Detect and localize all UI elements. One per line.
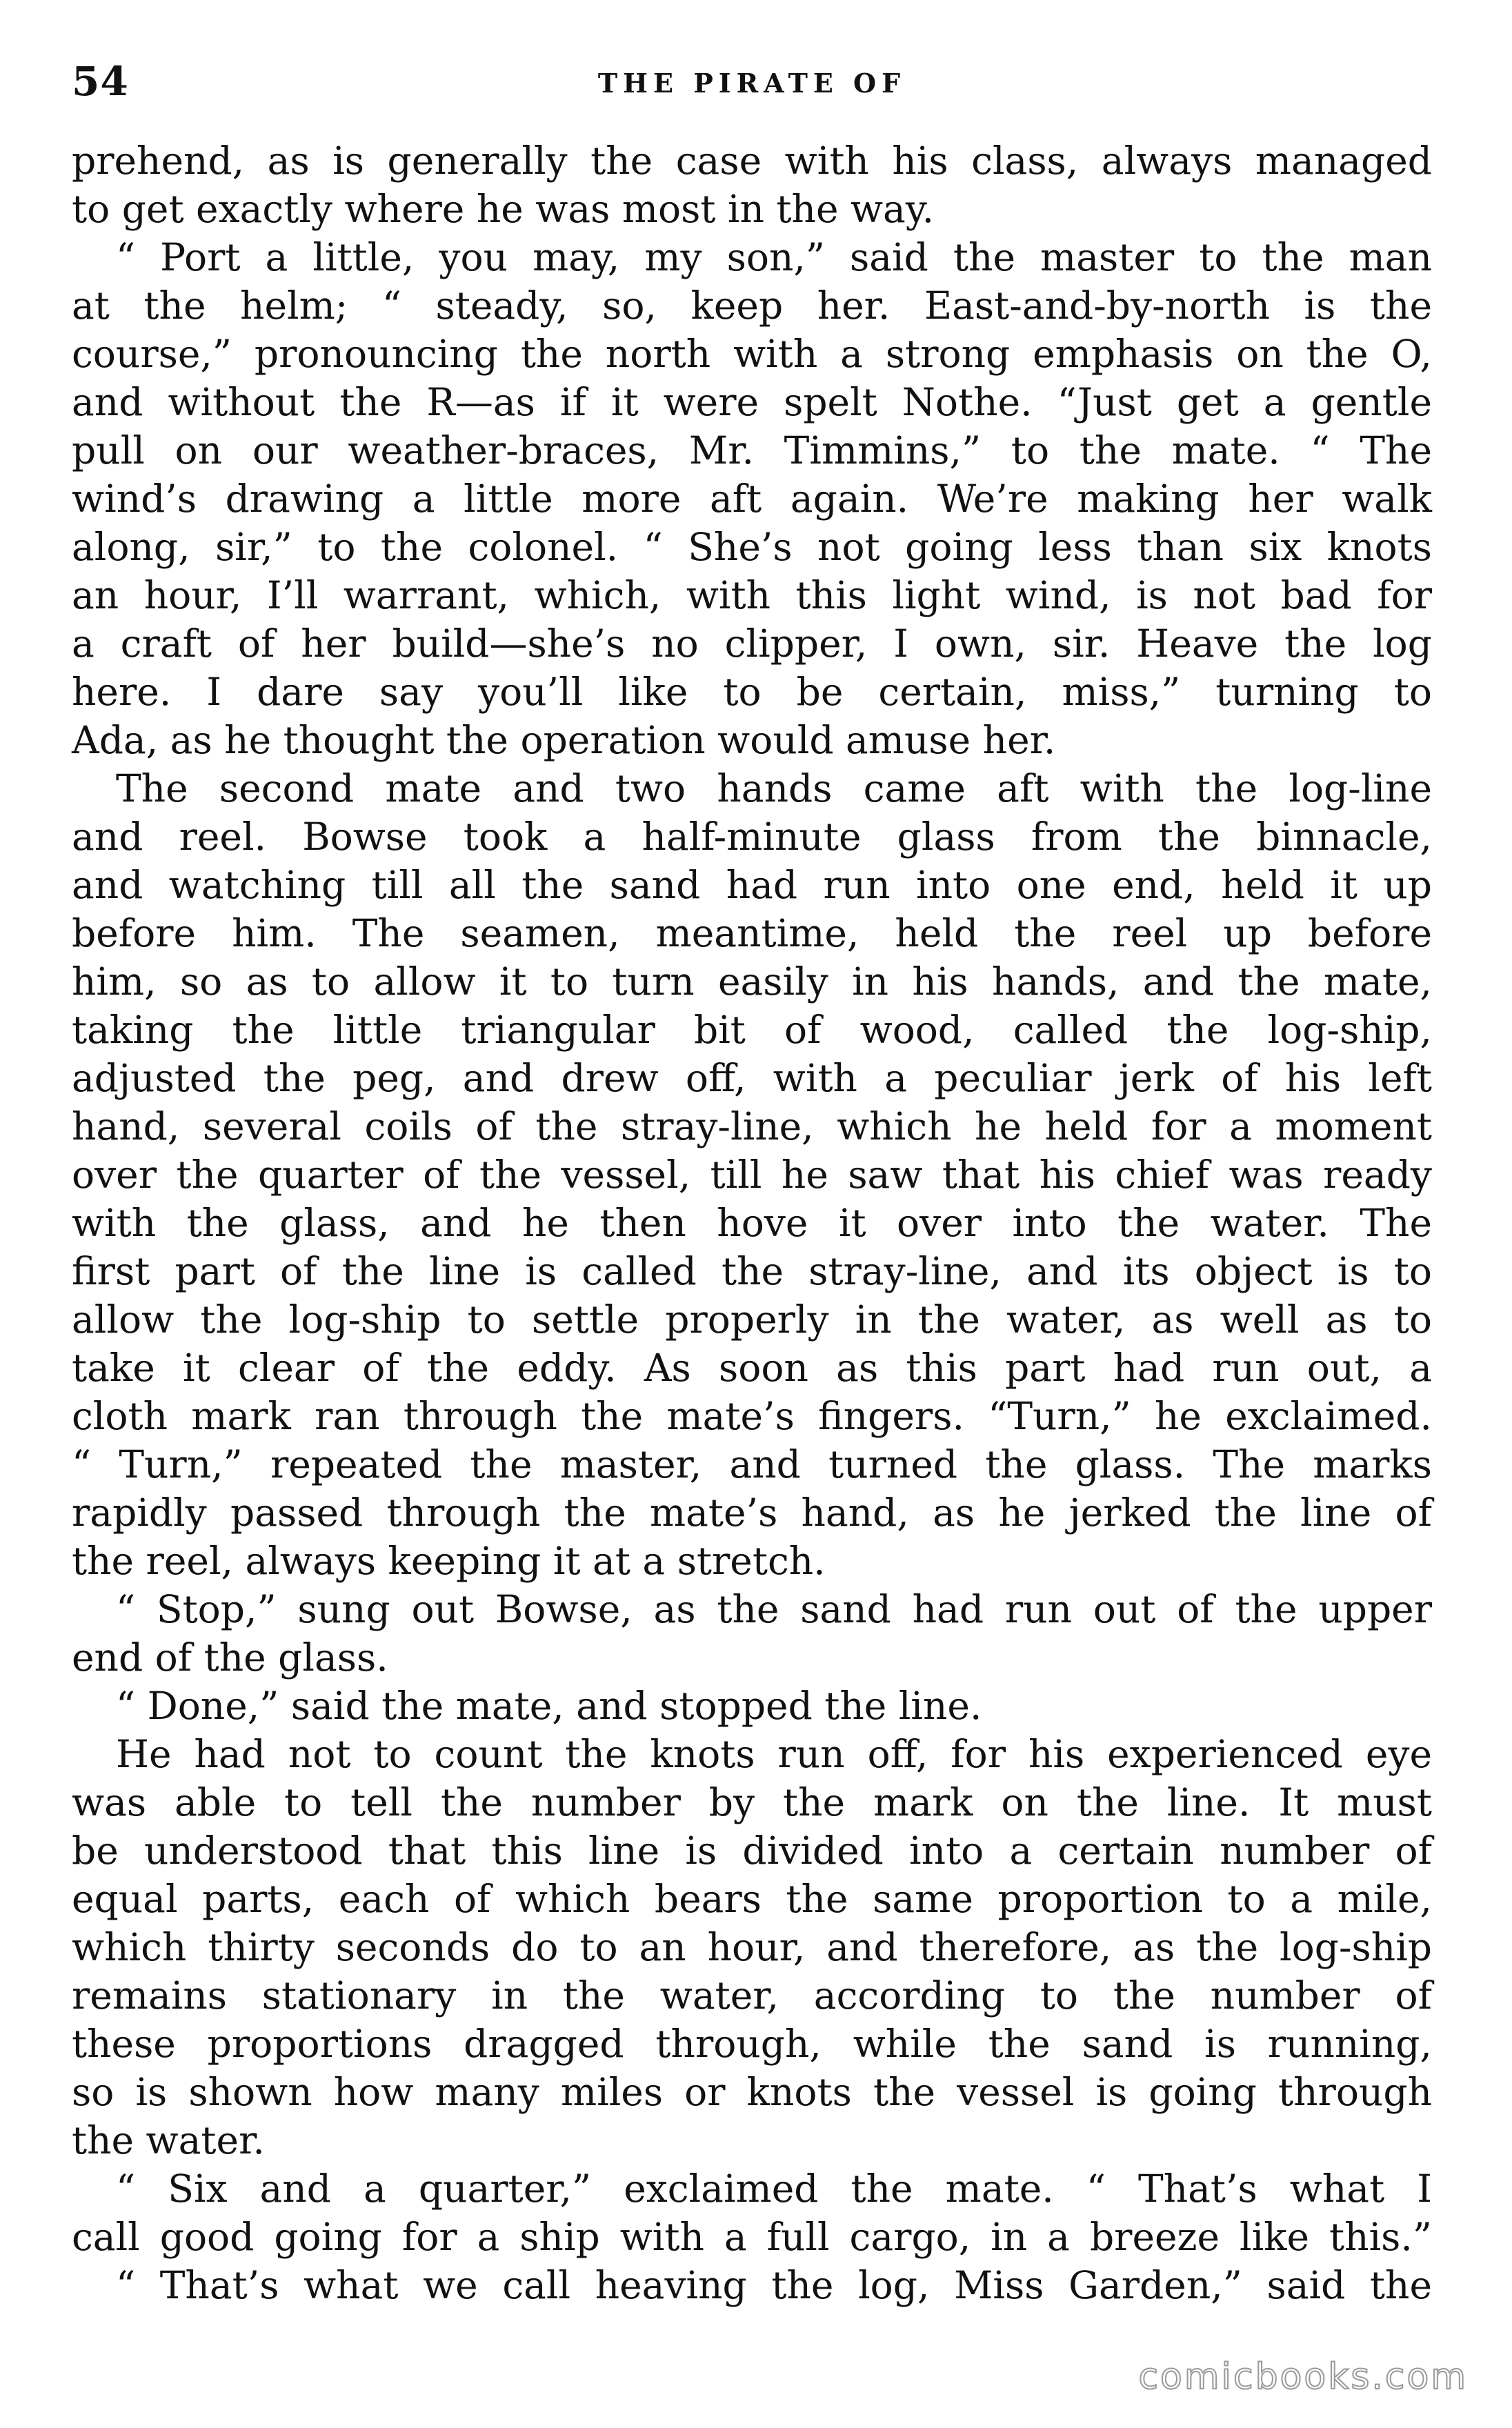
text-line: to get exactly where he was most in the way. xyxy=(72,187,935,231)
text-line: him, so as to allow it to turn easily in his hands, and the mate, xyxy=(72,959,1432,1004)
text-line: over the quarter of the vessel, till he saw that his chief was ready xyxy=(72,1153,1432,1197)
text-line: these proportions dragged through, while the sand is running, xyxy=(72,2022,1432,2066)
text-line: first part of the line is called the stray-line, and its object is to xyxy=(72,1249,1432,1293)
text-line: take it clear of the eddy. As soon as this part had run out, a xyxy=(72,1346,1432,1390)
page-number: 54 xyxy=(72,58,129,105)
text-line: and watching till all the sand had run into one end, held it up xyxy=(72,863,1432,907)
text-line: cloth mark ran through the mate’s fingers. “Turn,” he exclaimed. xyxy=(72,1394,1432,1438)
text-line: was able to tell the number by the mark on the line. It must xyxy=(72,1780,1432,1824)
text-line: prehend, as is generally the case with his class, always managed xyxy=(72,139,1432,183)
text-line: course,” pronouncing the north with a strong emphasis on the O, xyxy=(72,332,1432,376)
text-line: hand, several coils of the stray-line, which he held for a moment xyxy=(72,1104,1432,1148)
text-line: adjusted the peg, and drew off, with a peculiar jerk of his left xyxy=(72,1056,1432,1100)
text-line: “ Done,” said the mate, and stopped the line. xyxy=(116,1684,982,1728)
text-line: The second mate and two hands came aft with the log-line xyxy=(116,766,1432,810)
text-line: and reel. Bowse took a half-minute glass from the binnacle, xyxy=(72,815,1432,859)
text-line: which thirty seconds do to an hour, and therefore, as the log-ship xyxy=(72,1925,1432,1969)
text-line: along, sir,” to the colonel. “ She’s not going less than six knots xyxy=(72,525,1432,569)
text-line: “ Turn,” repeated the master, and turned the glass. The marks xyxy=(72,1442,1432,1486)
text-line: Ada, as he thought the operation would amuse her. xyxy=(72,718,1056,762)
text-line: wind’s drawing a little more aft again. We’re making her walk xyxy=(72,477,1432,521)
text-line: before him. The seamen, meantime, held the reel up before xyxy=(72,911,1432,955)
text-line: He had not to count the knots run off, for his experienced eye xyxy=(116,1732,1432,1776)
text-line: “ Port a little, you may, my son,” said the master to the man xyxy=(116,235,1432,279)
running-head xyxy=(72,58,1432,108)
body-text xyxy=(72,137,1432,2309)
text-line: at the helm; “ steady, so, keep her. East-and-by-north is the xyxy=(72,283,1432,328)
text-line: and without the R—as if it were spelt Nothe. “Just get a gentle xyxy=(72,380,1432,424)
text-line: with the glass, and he then hove it over into the water. The xyxy=(72,1201,1432,1245)
text-line: taking the little triangular bit of wood, called the log-ship, xyxy=(72,1008,1432,1052)
text-line: rapidly passed through the mate’s hand, as he jerked the line of xyxy=(72,1491,1432,1535)
text-line: “ That’s what we call heaving the log, Miss Garden,” said the xyxy=(116,2263,1432,2307)
text-line: end of the glass. xyxy=(72,1635,388,1680)
text-line: so is shown how many miles or knots the vessel is going through xyxy=(72,2070,1432,2114)
text-line: call good going for a ship with a full cargo, in a breeze like this.” xyxy=(72,2215,1432,2259)
text-line: an hour, I’ll warrant, which, with this light wind, is not bad for xyxy=(72,573,1432,617)
text-line: “ Stop,” sung out Bowse, as the sand had run out of the upper xyxy=(116,1587,1432,1631)
text-line: a craft of her build—she’s no clipper, I own, sir. Heave the log xyxy=(72,621,1432,666)
watermark-logo: comicbooks.com xyxy=(1138,2356,1468,2398)
text-line: allow the log-ship to settle properly in the water, as well as to xyxy=(72,1297,1432,1342)
text-line: equal parts, each of which bears the same proportion to a mile, xyxy=(72,1877,1432,1921)
text-line: the reel, always keeping it at a stretch. xyxy=(72,1539,826,1583)
text-line: here. I dare say you’ll like to be certain, miss,” turning to xyxy=(72,670,1432,714)
running-title: THE PIRATE OF xyxy=(597,68,906,99)
text-line: “ Six and a quarter,” exclaimed the mate. “ That’s what I xyxy=(116,2167,1432,2211)
text-line: be understood that this line is divided into a certain number of xyxy=(72,1829,1432,1873)
text-line: pull on our weather-braces, Mr. Timmins,” to the mate. “ The xyxy=(72,428,1432,472)
text-line: the water. xyxy=(72,2118,265,2162)
text-line: remains stationary in the water, according to the number of xyxy=(72,1973,1432,2018)
